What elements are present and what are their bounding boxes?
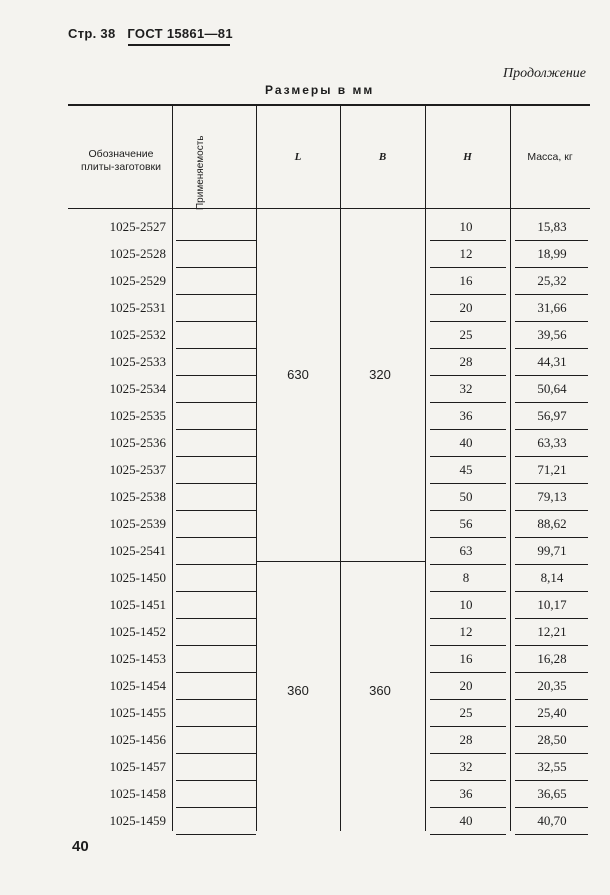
row-underline bbox=[515, 348, 588, 349]
row-designation: 1025-2529 bbox=[109, 273, 166, 288]
row-H: 56 bbox=[459, 516, 473, 531]
row-designation: 1025-2533 bbox=[109, 354, 166, 369]
header-bottom-rule bbox=[68, 208, 590, 209]
row-underline bbox=[515, 375, 588, 376]
row-underline bbox=[176, 483, 256, 484]
row-designation: 1025-2527 bbox=[109, 219, 166, 234]
row-underline bbox=[430, 537, 506, 538]
row-mass: 79,13 bbox=[537, 489, 567, 504]
row-underline bbox=[515, 591, 588, 592]
row-H: 10 bbox=[459, 219, 473, 234]
row-H: 45 bbox=[459, 462, 473, 477]
row-underline bbox=[176, 267, 256, 268]
row-designation: 1025-1451 bbox=[109, 597, 166, 612]
row-underline bbox=[515, 753, 588, 754]
group-1-L: 630 bbox=[287, 367, 309, 382]
col-header-L: L bbox=[294, 151, 302, 163]
row-underline bbox=[176, 645, 256, 646]
row-H: 25 bbox=[459, 327, 473, 342]
row-H: 36 bbox=[459, 408, 473, 423]
col-header-applicability: Применяемость bbox=[195, 135, 206, 210]
col-header-mass: Масса, кг bbox=[527, 151, 573, 163]
row-mass: 12,21 bbox=[537, 624, 567, 639]
row-designation: 1025-2536 bbox=[109, 435, 166, 450]
row-mass: 28,50 bbox=[537, 732, 567, 747]
row-underline bbox=[430, 645, 506, 646]
row-designation: 1025-2538 bbox=[109, 489, 166, 504]
row-underline bbox=[515, 402, 588, 403]
row-underline bbox=[515, 645, 588, 646]
page-header bbox=[68, 26, 241, 41]
row-designation: 1025-1455 bbox=[109, 705, 166, 720]
group-1-B: 320 bbox=[369, 367, 391, 382]
standard-label: ГОСТ 15861—81 bbox=[127, 26, 233, 41]
row-mass: 40,70 bbox=[537, 813, 567, 828]
row-mass: 18,99 bbox=[537, 246, 567, 261]
row-underline bbox=[515, 483, 588, 484]
row-H: 20 bbox=[459, 678, 473, 693]
row-underline bbox=[515, 510, 588, 511]
row-designation: 1025-2539 bbox=[109, 516, 166, 531]
column-divider bbox=[256, 105, 257, 831]
row-underline bbox=[430, 564, 506, 565]
row-underline bbox=[176, 564, 256, 565]
row-designation: 1025-2532 bbox=[109, 327, 166, 342]
row-underline bbox=[176, 753, 256, 754]
row-mass: 63,33 bbox=[537, 435, 567, 450]
row-underline bbox=[515, 564, 588, 565]
row-designation: 1025-1454 bbox=[109, 678, 166, 693]
row-H: 12 bbox=[459, 246, 473, 261]
row-underline bbox=[176, 807, 256, 808]
row-underline bbox=[176, 618, 256, 619]
row-underline bbox=[515, 537, 588, 538]
row-underline bbox=[515, 834, 588, 835]
row-underline bbox=[515, 726, 588, 727]
row-H: 63 bbox=[459, 543, 473, 558]
row-underline bbox=[430, 618, 506, 619]
row-underline bbox=[515, 807, 588, 808]
row-underline bbox=[430, 267, 506, 268]
row-underline bbox=[176, 537, 256, 538]
row-H: 32 bbox=[459, 759, 473, 774]
table-top-rule bbox=[68, 104, 590, 106]
row-underline bbox=[515, 267, 588, 268]
row-underline bbox=[430, 321, 506, 322]
row-underline bbox=[430, 429, 506, 430]
row-H: 16 bbox=[459, 273, 473, 288]
group-separator bbox=[256, 561, 425, 562]
row-underline bbox=[515, 240, 588, 241]
col-header-B: B bbox=[378, 151, 387, 163]
row-designation: 1025-2535 bbox=[109, 408, 166, 423]
row-underline bbox=[430, 348, 506, 349]
row-mass: 25,32 bbox=[537, 273, 567, 288]
table-title: Размеры в мм bbox=[265, 83, 375, 97]
row-mass: 44,31 bbox=[537, 354, 567, 369]
row-designation: 1025-1458 bbox=[109, 786, 166, 801]
row-H: 12 bbox=[459, 624, 473, 639]
row-H: 28 bbox=[459, 732, 473, 747]
row-H: 20 bbox=[459, 300, 473, 315]
row-underline bbox=[176, 240, 256, 241]
row-designation: 1025-2541 bbox=[109, 543, 166, 558]
row-underline bbox=[430, 726, 506, 727]
row-H: 32 bbox=[459, 381, 473, 396]
row-underline bbox=[176, 699, 256, 700]
row-underline bbox=[176, 591, 256, 592]
row-mass: 20,35 bbox=[537, 678, 567, 693]
row-underline bbox=[176, 375, 256, 376]
row-mass: 56,97 bbox=[537, 408, 567, 423]
row-designation: 1025-2534 bbox=[109, 381, 166, 396]
row-underline bbox=[176, 429, 256, 430]
row-H: 50 bbox=[459, 489, 473, 504]
row-underline bbox=[430, 294, 506, 295]
continuation-label: Продолжение bbox=[503, 66, 586, 81]
row-mass: 36,65 bbox=[537, 786, 567, 801]
page-label: Стр. 38 bbox=[68, 26, 116, 41]
row-underline bbox=[515, 429, 588, 430]
row-H: 36 bbox=[459, 786, 473, 801]
row-H: 10 bbox=[459, 597, 473, 612]
row-underline bbox=[430, 456, 506, 457]
row-underline bbox=[515, 321, 588, 322]
row-designation: 1025-1453 bbox=[109, 651, 166, 666]
row-H: 28 bbox=[459, 354, 473, 369]
row-underline bbox=[515, 780, 588, 781]
row-designation: 1025-2537 bbox=[109, 462, 166, 477]
row-designation: 1025-2531 bbox=[109, 300, 166, 315]
row-H: 40 bbox=[459, 813, 473, 828]
row-underline bbox=[430, 834, 506, 835]
column-divider bbox=[172, 105, 173, 831]
row-underline bbox=[515, 672, 588, 673]
row-mass: 10,17 bbox=[537, 597, 567, 612]
row-underline bbox=[430, 807, 506, 808]
row-underline bbox=[176, 780, 256, 781]
row-underline bbox=[515, 699, 588, 700]
row-H: 8 bbox=[462, 570, 470, 585]
row-mass: 31,66 bbox=[537, 300, 567, 315]
row-underline bbox=[430, 402, 506, 403]
header-underline bbox=[128, 44, 230, 46]
row-underline bbox=[430, 780, 506, 781]
row-H: 40 bbox=[459, 435, 473, 450]
row-underline bbox=[176, 672, 256, 673]
row-underline bbox=[430, 510, 506, 511]
row-underline bbox=[176, 834, 256, 835]
row-underline bbox=[176, 348, 256, 349]
group-2-L: 360 bbox=[287, 683, 309, 698]
page-number: 40 bbox=[72, 838, 89, 855]
row-H: 16 bbox=[459, 651, 473, 666]
row-designation: 1025-1450 bbox=[109, 570, 166, 585]
row-underline bbox=[176, 456, 256, 457]
row-underline bbox=[430, 591, 506, 592]
row-underline bbox=[430, 672, 506, 673]
column-divider bbox=[340, 105, 341, 831]
row-mass: 32,55 bbox=[537, 759, 567, 774]
row-mass: 88,62 bbox=[537, 516, 567, 531]
row-underline bbox=[430, 753, 506, 754]
row-underline bbox=[430, 699, 506, 700]
row-mass: 50,64 bbox=[537, 381, 567, 396]
column-divider bbox=[510, 105, 511, 831]
col-header-designation: Обозначение плиты-заготовки bbox=[81, 148, 161, 173]
row-underline bbox=[176, 402, 256, 403]
row-underline bbox=[430, 375, 506, 376]
col-header-H: H bbox=[463, 151, 472, 163]
row-mass: 15,83 bbox=[537, 219, 567, 234]
row-underline bbox=[515, 618, 588, 619]
row-underline bbox=[515, 294, 588, 295]
row-underline bbox=[176, 294, 256, 295]
row-mass: 25,40 bbox=[537, 705, 567, 720]
row-H: 25 bbox=[459, 705, 473, 720]
row-mass: 8,14 bbox=[540, 570, 564, 585]
column-divider bbox=[425, 105, 426, 831]
row-mass: 71,21 bbox=[537, 462, 567, 477]
row-mass: 39,56 bbox=[537, 327, 567, 342]
row-underline bbox=[176, 510, 256, 511]
row-designation: 1025-1452 bbox=[109, 624, 166, 639]
row-underline bbox=[176, 321, 256, 322]
row-designation: 1025-2528 bbox=[109, 246, 166, 261]
row-underline bbox=[430, 483, 506, 484]
row-underline bbox=[430, 240, 506, 241]
row-underline bbox=[176, 726, 256, 727]
row-designation: 1025-1459 bbox=[109, 813, 166, 828]
row-mass: 99,71 bbox=[537, 543, 567, 558]
row-underline bbox=[515, 456, 588, 457]
row-designation: 1025-1456 bbox=[109, 732, 166, 747]
row-mass: 16,28 bbox=[537, 651, 567, 666]
group-2-B: 360 bbox=[369, 683, 391, 698]
row-designation: 1025-1457 bbox=[109, 759, 166, 774]
